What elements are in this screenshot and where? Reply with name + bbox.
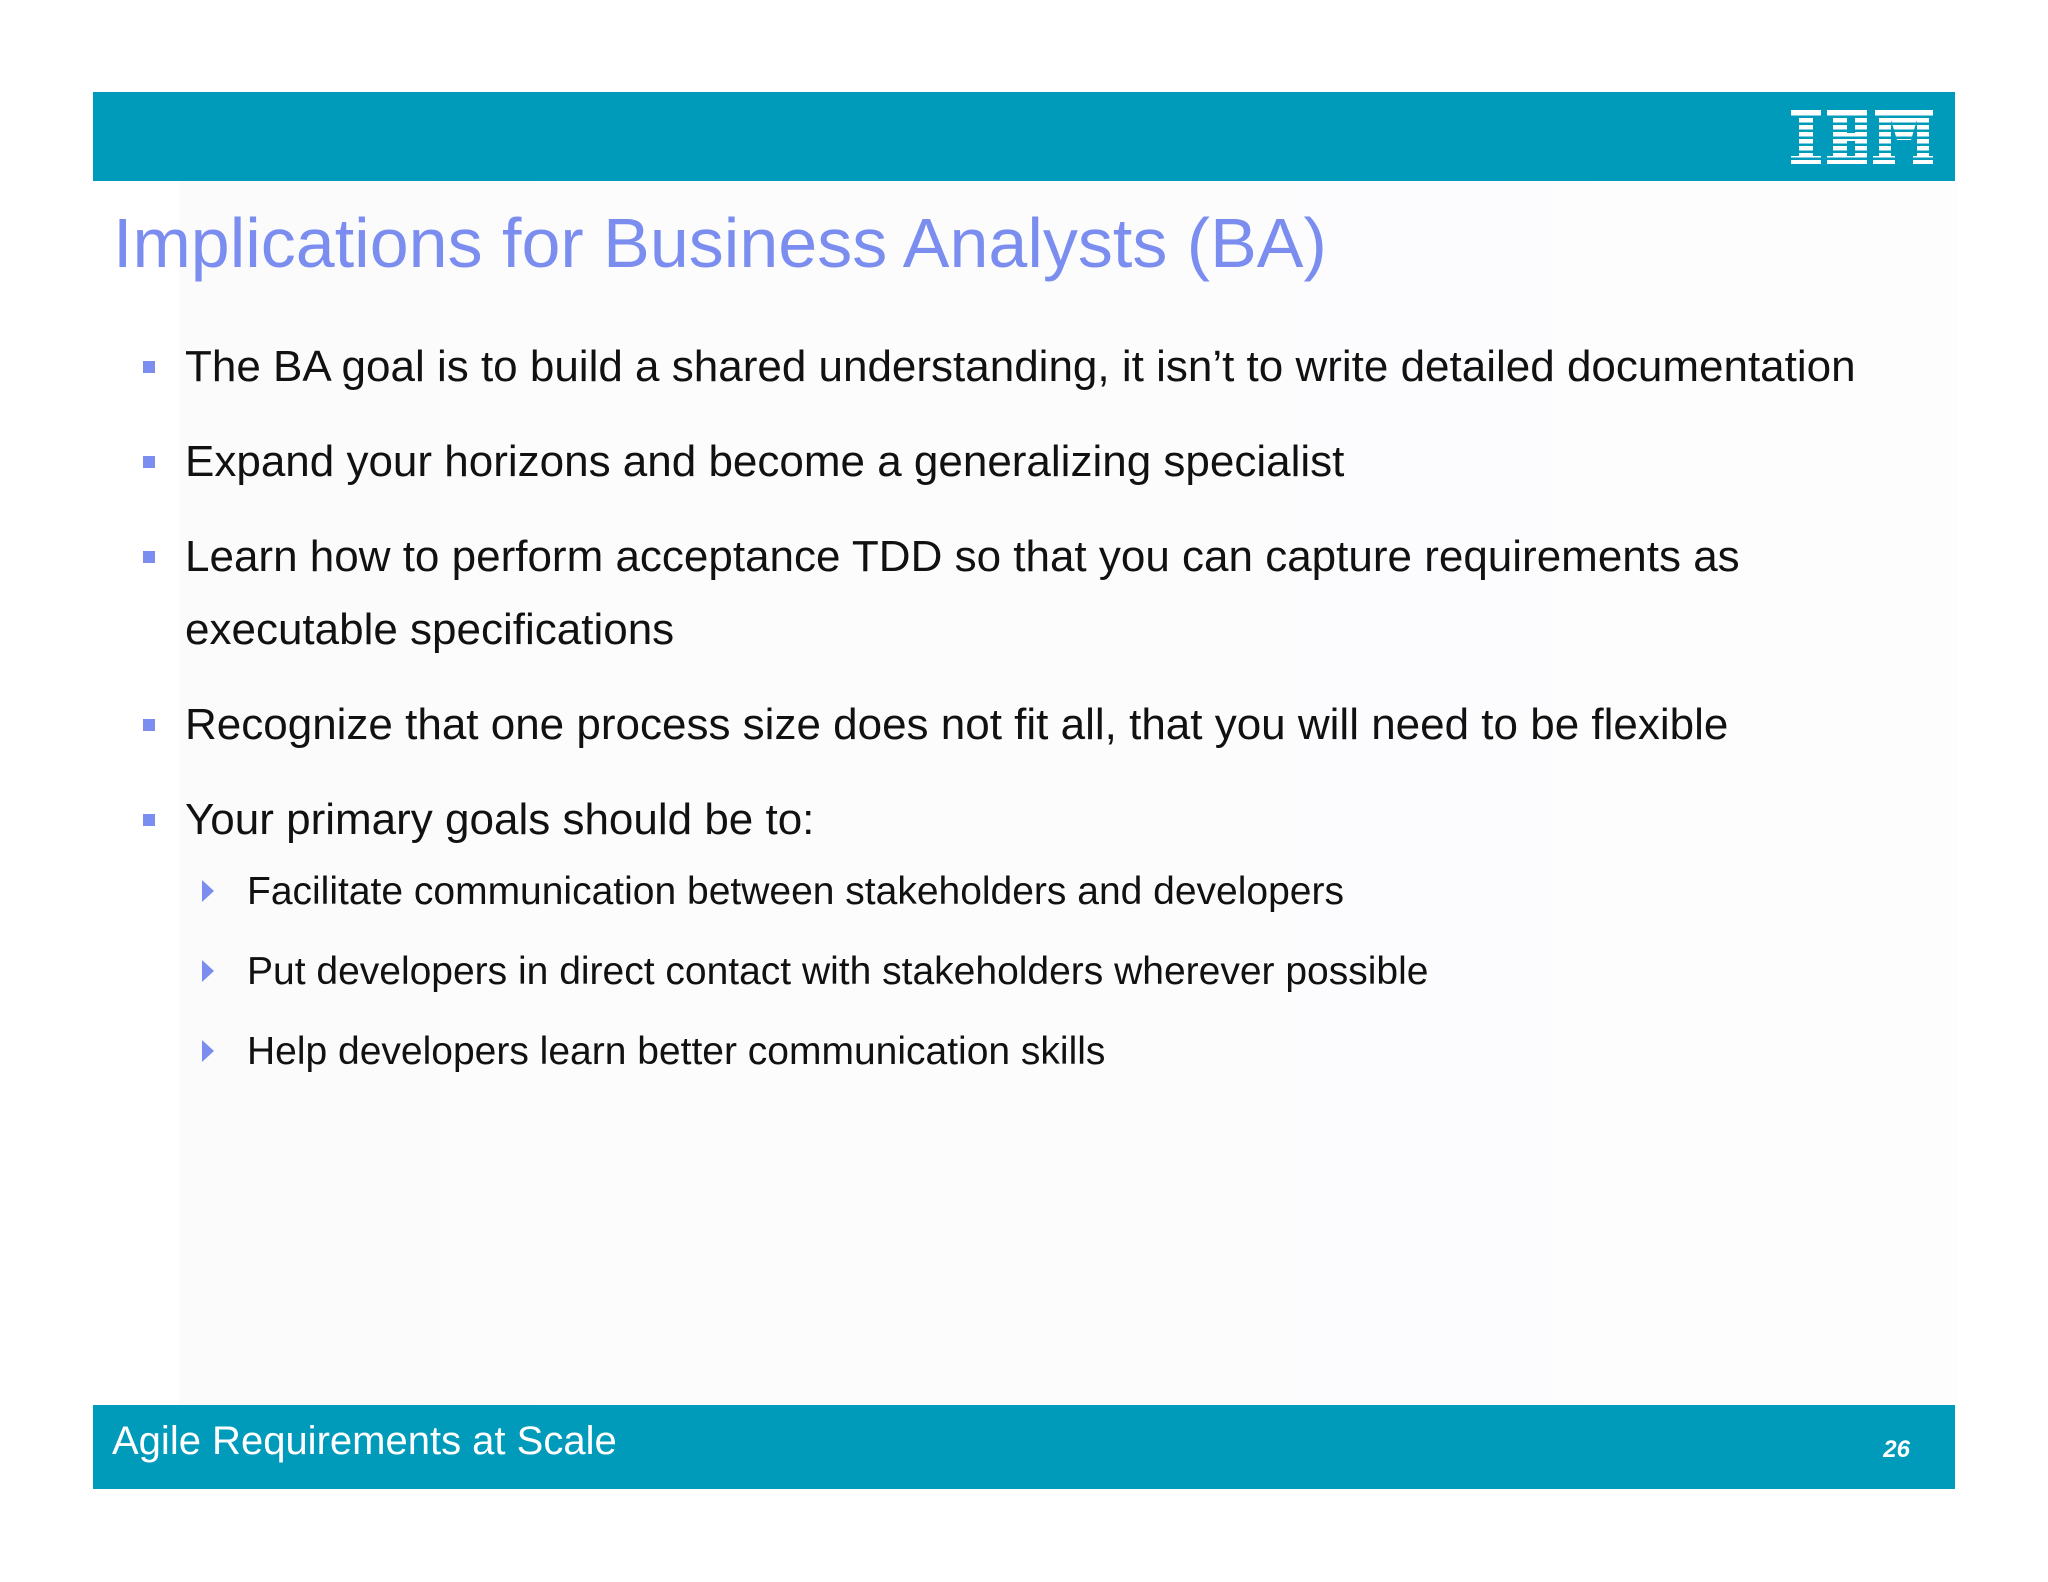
sub-bullet-text: Facilitate communication between stakeholders and developers xyxy=(247,870,1344,913)
square-bullet-icon xyxy=(143,456,155,468)
bullet-item xyxy=(140,783,1860,1078)
triangle-bullet-icon xyxy=(202,1040,214,1062)
sub-bullet-item xyxy=(200,1026,1860,1078)
sub-bullet-text: Put developers in direct contact with stakeholders wherever possible xyxy=(247,950,1429,993)
bullet-item xyxy=(140,688,1860,761)
bullet-list xyxy=(140,330,1860,1106)
slide-title: Implications for Business Analysts (BA) xyxy=(113,204,1327,282)
sub-bullet-item xyxy=(200,946,1860,998)
sub-bullet-item xyxy=(200,866,1860,918)
square-bullet-icon xyxy=(143,814,155,826)
ibm-logo-icon xyxy=(1791,110,1933,164)
header-band xyxy=(93,92,1955,181)
square-bullet-icon xyxy=(143,551,155,563)
bullet-item xyxy=(140,520,1860,666)
triangle-bullet-icon xyxy=(202,880,214,902)
footer-title: Agile Requirements at Scale xyxy=(112,1419,617,1463)
bullet-text: Your primary goals should be to: xyxy=(185,795,815,844)
bullet-text: The BA goal is to build a shared understanding, it isn’t to write detailed documentation xyxy=(185,342,1856,391)
sub-bullet-text: Help developers learn better communication skills xyxy=(247,1030,1106,1073)
bullet-text: Recognize that one process size does not fit all, that you will need to be flexible xyxy=(185,700,1729,749)
square-bullet-icon xyxy=(143,361,155,373)
sub-bullet-list xyxy=(185,856,1860,1078)
bullet-text: Expand your horizons and become a generalizing specialist xyxy=(185,437,1345,486)
footer-band xyxy=(93,1405,1955,1489)
bullet-text: Learn how to perform acceptance TDD so that you can capture requirements as executable specifications xyxy=(185,532,1740,654)
page-number: 26 xyxy=(1883,1436,1910,1463)
bullet-item xyxy=(140,330,1860,403)
square-bullet-icon xyxy=(143,719,155,731)
triangle-bullet-icon xyxy=(202,960,214,982)
bullet-item xyxy=(140,425,1860,498)
